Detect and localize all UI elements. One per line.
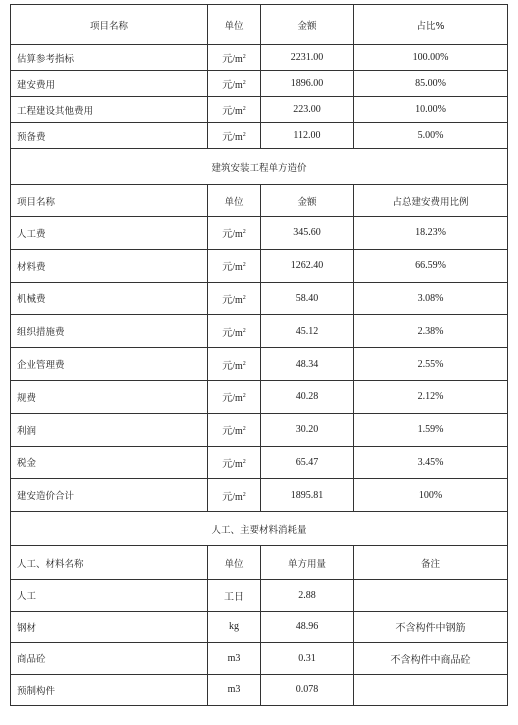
item-name-text: 材料费: [17, 261, 46, 273]
header-name: [11, 5, 208, 45]
table-row: [11, 446, 508, 479]
unit-superscript: 2: [242, 360, 246, 367]
section-title: [11, 149, 508, 185]
item-percent: [354, 97, 508, 123]
table-row: [11, 97, 508, 123]
item-unit-text: 元/m: [222, 458, 243, 470]
item-percent: [354, 71, 508, 97]
item-name: [11, 123, 208, 149]
item-unit-text: 元/m: [222, 327, 243, 339]
unit-superscript: 2: [242, 491, 246, 498]
item-percent-text: 1.59%: [417, 424, 444, 436]
item-amount: [261, 479, 354, 512]
item-unit-text: kg: [229, 621, 239, 633]
item-amount: [261, 348, 354, 381]
table-row: [11, 674, 508, 706]
item-percent-text: 3.08%: [417, 292, 444, 304]
header-row: [11, 185, 508, 217]
item-amount-text: 48.34: [295, 358, 319, 370]
item-name-text: 利润: [17, 425, 37, 437]
item-percent-text: 5.00%: [417, 130, 444, 141]
item-percent: [354, 380, 508, 413]
item-name: [11, 45, 208, 71]
item-percent-text: 2.38%: [417, 325, 444, 337]
section-title-text: 人工、主要材料消耗量: [211, 524, 307, 536]
item-unit-text: 元/m: [222, 491, 243, 503]
item-amount: [261, 380, 354, 413]
item-name-text: 人工费: [17, 228, 46, 240]
header-name: [11, 185, 208, 217]
item-unit-text: 元/m: [222, 106, 243, 117]
table-row: [11, 643, 508, 675]
header-row: [11, 546, 508, 580]
section-title: [11, 512, 508, 546]
header-amount: [261, 185, 354, 217]
item-percent-text: 18.23%: [415, 227, 446, 239]
item-amount-text: 0.31: [298, 652, 316, 664]
section-title-row: [11, 512, 508, 546]
item-percent: [354, 217, 508, 250]
header-last-text: 占比%: [416, 20, 445, 32]
unit-superscript: 2: [242, 80, 246, 86]
item-amount-text: 1262.40: [290, 260, 324, 272]
table-row: [11, 479, 508, 512]
table-row: [11, 45, 508, 71]
header-unit: [208, 185, 261, 217]
item-note: [354, 643, 508, 675]
item-percent-text: 85.00%: [415, 78, 446, 89]
item-unit-text: m3: [227, 652, 241, 664]
item-amount: [261, 217, 354, 250]
item-name: [11, 413, 208, 446]
item-name: [11, 249, 208, 282]
item-unit-text: 元/m: [222, 132, 243, 143]
item-percent-text: 10.00%: [415, 104, 446, 115]
item-unit: [208, 71, 261, 97]
item-unit: [208, 348, 261, 381]
table-row: [11, 611, 508, 643]
unit-superscript: 2: [242, 458, 246, 465]
item-amount: [261, 315, 354, 348]
item-note-text: 不含构件中商品砼: [390, 654, 471, 666]
item-percent: [354, 315, 508, 348]
header-amount-text: 金额: [297, 20, 317, 32]
cost-index-table-body: [11, 5, 508, 706]
item-unit: [208, 45, 261, 71]
item-unit: [208, 315, 261, 348]
table-row: [11, 580, 508, 612]
item-unit: [208, 643, 261, 675]
item-name: [11, 674, 208, 706]
header-unit-text: 单位: [224, 558, 244, 570]
unit-superscript: 2: [242, 54, 246, 60]
item-unit-text: m3: [227, 684, 241, 696]
item-name-text: 预制构件: [17, 685, 56, 697]
item-amount-text: 2231.00: [290, 52, 324, 63]
item-amount: [261, 45, 354, 71]
item-name: [11, 611, 208, 643]
item-amount: [261, 643, 354, 675]
header-name-text: 项目名称: [17, 196, 56, 208]
item-amount: [261, 282, 354, 315]
item-name: [11, 580, 208, 612]
item-amount: [261, 580, 354, 612]
item-percent: [354, 282, 508, 315]
item-name-text: 工程建设其他费用: [17, 105, 94, 117]
header-last-text: 占总建安费用比例: [392, 196, 469, 208]
item-unit-text: 工日: [224, 591, 244, 603]
table-row: [11, 249, 508, 282]
item-unit: [208, 446, 261, 479]
item-name-text: 人工: [17, 591, 37, 603]
item-amount-text: 345.60: [293, 227, 321, 239]
item-unit: [208, 580, 261, 612]
item-unit: [208, 123, 261, 149]
item-percent-text: 3.45%: [417, 456, 444, 468]
item-amount-text: 2.88: [298, 589, 316, 601]
unit-superscript: 2: [242, 327, 246, 334]
item-amount: [261, 97, 354, 123]
item-note-text: 不含构件中钢筋: [395, 623, 466, 635]
item-percent-text: 2.12%: [417, 391, 444, 403]
item-unit: [208, 674, 261, 706]
item-amount-text: 48.96: [295, 621, 319, 633]
header-amount: [261, 546, 354, 580]
item-percent: [354, 446, 508, 479]
unit-superscript: 2: [242, 426, 246, 433]
item-percent: [354, 413, 508, 446]
item-name: [11, 282, 208, 315]
header-amount-text: 金额: [297, 196, 317, 208]
unit-superscript: 2: [242, 106, 246, 112]
item-unit: [208, 282, 261, 315]
item-unit: [208, 380, 261, 413]
item-name: [11, 380, 208, 413]
item-unit-text: 元/m: [222, 262, 243, 274]
item-unit: [208, 249, 261, 282]
unit-superscript: 2: [242, 229, 246, 236]
item-percent-text: 2.55%: [417, 358, 444, 370]
item-percent: [354, 249, 508, 282]
header-last: [354, 185, 508, 217]
header-name: [11, 546, 208, 580]
item-name: [11, 315, 208, 348]
section-title-row: [11, 149, 508, 185]
item-amount: [261, 446, 354, 479]
item-amount: [261, 123, 354, 149]
item-unit-text: 元/m: [222, 426, 243, 438]
header-name-text: 项目名称: [89, 20, 128, 32]
item-name-text: 规费: [17, 392, 37, 404]
header-unit-text: 单位: [224, 20, 244, 32]
unit-superscript: 2: [242, 393, 246, 400]
item-percent-text: 100%: [418, 489, 443, 501]
table-row: [11, 413, 508, 446]
header-last-text: 备注: [420, 558, 440, 570]
item-name-text: 企业管理费: [17, 360, 65, 372]
item-name: [11, 97, 208, 123]
table-row: [11, 217, 508, 250]
item-note: [354, 580, 508, 612]
item-amount: [261, 249, 354, 282]
header-unit: [208, 546, 261, 580]
item-amount: [261, 413, 354, 446]
item-percent-text: 100.00%: [412, 52, 449, 63]
item-amount-text: 223.00: [293, 104, 321, 115]
item-note: [354, 611, 508, 643]
item-name-text: 建安造价合计: [17, 491, 75, 503]
table-row: [11, 71, 508, 97]
item-name-text: 估算参考指标: [17, 53, 75, 65]
header-unit: [208, 5, 261, 45]
item-amount-text: 112.00: [293, 130, 321, 141]
item-note: [354, 674, 508, 706]
unit-superscript: 2: [242, 132, 246, 138]
header-unit-text: 单位: [224, 196, 244, 208]
item-name-text: 税金: [17, 458, 37, 470]
item-name: [11, 479, 208, 512]
item-percent: [354, 479, 508, 512]
header-amount-text: 单方用量: [287, 558, 326, 570]
item-amount-text: 65.47: [295, 456, 319, 468]
item-amount-text: 45.12: [295, 325, 319, 337]
item-unit: [208, 611, 261, 643]
item-unit-text: 元/m: [222, 393, 243, 405]
item-amount-text: 1895.81: [290, 489, 324, 501]
item-name-text: 组织措施费: [17, 327, 65, 339]
item-percent: [354, 45, 508, 71]
item-name-text: 钢材: [17, 622, 37, 634]
cost-index-table: [10, 4, 508, 706]
item-amount: [261, 674, 354, 706]
item-name: [11, 348, 208, 381]
item-name: [11, 71, 208, 97]
item-name: [11, 446, 208, 479]
item-percent: [354, 123, 508, 149]
item-unit-text: 元/m: [222, 54, 243, 65]
item-name-text: 机械费: [17, 294, 46, 306]
header-last: [354, 5, 508, 45]
header-row: [11, 5, 508, 45]
item-unit: [208, 413, 261, 446]
item-amount-text: 40.28: [295, 391, 319, 403]
item-amount: [261, 71, 354, 97]
item-name-text: 商品砼: [17, 654, 46, 666]
table-row: [11, 282, 508, 315]
unit-superscript: 2: [242, 294, 246, 301]
item-name: [11, 643, 208, 675]
item-unit: [208, 97, 261, 123]
item-unit: [208, 217, 261, 250]
item-unit-text: 元/m: [222, 80, 243, 91]
section-title-text: 建筑安装工程单方造价: [211, 162, 307, 174]
item-amount-text: 58.40: [295, 292, 319, 304]
item-amount-text: 30.20: [295, 424, 319, 436]
header-amount: [261, 5, 354, 45]
item-name: [11, 217, 208, 250]
item-amount-text: 1896.00: [290, 78, 324, 89]
item-unit-text: 元/m: [222, 229, 243, 241]
table-row: [11, 380, 508, 413]
item-percent-text: 66.59%: [415, 260, 446, 272]
item-unit-text: 元/m: [222, 360, 243, 372]
unit-superscript: 2: [242, 262, 246, 269]
item-amount: [261, 611, 354, 643]
item-unit: [208, 479, 261, 512]
table-row: [11, 348, 508, 381]
item-percent: [354, 348, 508, 381]
item-name-text: 建安费用: [17, 79, 56, 91]
item-name-text: 预备费: [17, 131, 46, 143]
header-name-text: 人工、材料名称: [17, 558, 84, 570]
table-row: [11, 123, 508, 149]
header-last: [354, 546, 508, 580]
item-amount-text: 0.078: [295, 684, 319, 696]
item-unit-text: 元/m: [222, 294, 243, 306]
table-row: [11, 315, 508, 348]
